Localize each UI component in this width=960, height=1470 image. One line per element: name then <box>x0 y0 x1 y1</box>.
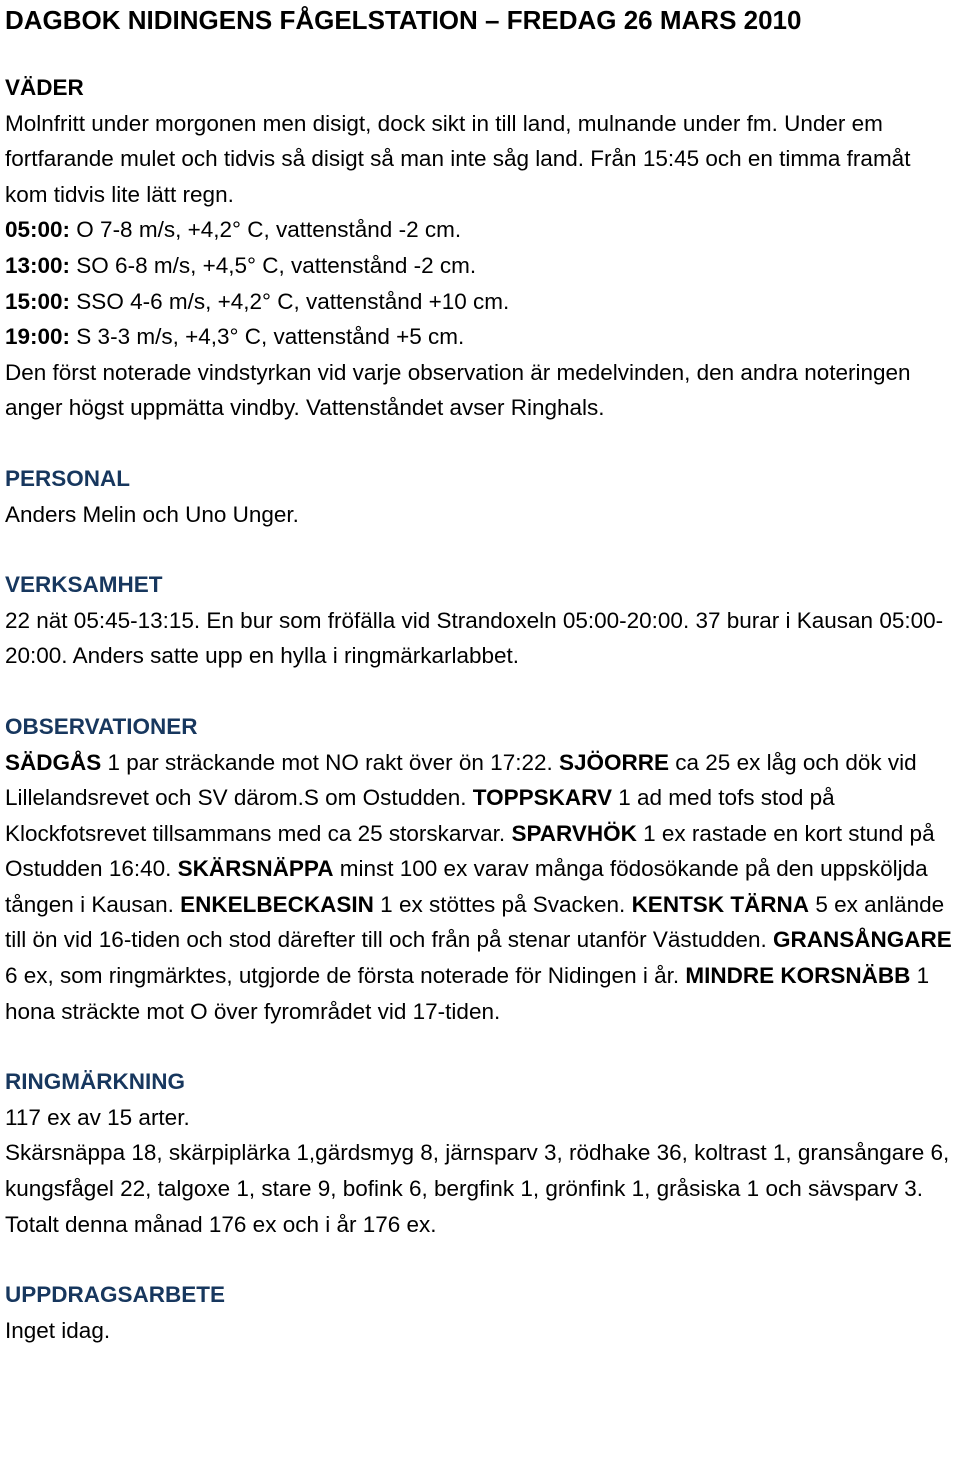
page-title: DAGBOK NIDINGENS FÅGELSTATION – FREDAG 26 MARS 2010 <box>5 5 802 35</box>
species-name: KENTSK TÄRNA <box>631 891 810 917</box>
observation-text: 1 ex rastade en kort stund på Ostudden 16:40. <box>5 820 935 882</box>
ringing-species-list: Skärsnäppa 18, skärpiplärka 1,gärdsmyg 8, järnsparv 3, rödhake 36, koltrast 1, gransångare 6, kungsfågel 22, talgoxe 1, stare 9, bofink 6, bergfink 1, grönfink 1, gråsiska 1 och sävsparv 3. <box>5 1140 950 1202</box>
section-verksamhet <box>5 567 956 674</box>
section-personal <box>5 461 956 532</box>
weather-reading <box>5 212 956 248</box>
reading-time: 05:00: <box>5 217 71 243</box>
observation-text: 5 ex anlände till ön vid 16-tiden och stod därefter till och från på stenar utanför Västudden. <box>5 891 945 953</box>
species-name: SÄDGÅS <box>5 749 102 775</box>
observation-text: 1 hona sträckte mot O över fyrområdet vid 17-tiden. <box>5 963 930 1024</box>
reading-text: SSO 4-6 m/s, +4,2° C, vattenstånd +10 cm. <box>70 288 510 314</box>
reading-time: 15:00: <box>5 288 71 314</box>
species-name: SJÖORRE <box>559 749 670 775</box>
uppdragsarbete-text: Inget idag. <box>5 1317 111 1343</box>
verksamhet-text: 22 nät 05:45-13:15. En bur som fröfälla vid Strandoxeln 05:00-20:00. 37 burar i Kausan 05:00-20:00. Anders satte upp en hylla i ringmärkarlabbet. <box>5 607 944 669</box>
observation-text: minst 100 ex varav många födosökande på den uppsköljda tången i Kausan. <box>5 856 928 917</box>
weather-reading <box>5 248 956 284</box>
section-heading-verksamhet: VERKSAMHET <box>5 572 163 598</box>
species-name: MINDRE KORSNÄBB <box>685 963 911 989</box>
section-heading-ringmarkning: RINGMÄRKNING <box>5 1069 185 1095</box>
reading-text: SO 6-8 m/s, +4,5° C, vattenstånd -2 cm. <box>70 252 477 278</box>
section-heading-personal: PERSONAL <box>5 465 131 491</box>
observation-text: ca 25 ex låg och dök vid Lillelandsrevet och SV därom.S om Ostudden. <box>5 749 917 811</box>
section-uppdragsarbete <box>5 1277 956 1348</box>
observation-text: 1 ad med tofs stod på Klockfotsrevet tillsammans med ca 25 storskarvar. <box>5 785 835 846</box>
observation-text: 6 ex, som ringmärktes, utgjorde de första noterade för Nidingen i år. <box>5 963 686 989</box>
section-ringmarkning <box>5 1064 956 1242</box>
section-heading-uppdragsarbete: UPPDRAGSARBETE <box>5 1282 226 1308</box>
ringing-summary: 117 ex av 15 arter. <box>5 1104 190 1130</box>
section-heading-observationer: OBSERVATIONER <box>5 713 198 739</box>
reading-time: 13:00: <box>5 252 71 278</box>
species-name: TOPPSKARV <box>472 785 612 811</box>
section-observationer <box>5 709 956 1029</box>
section-vader <box>5 70 956 426</box>
observation-paragraph <box>5 745 956 1030</box>
ringing-total: Totalt denna månad 176 ex och i år 176 ex. <box>5 1211 437 1237</box>
species-name: ENKELBECKASIN <box>180 891 374 917</box>
weather-reading <box>5 284 956 320</box>
weather-reading <box>5 319 956 355</box>
reading-text: S 3-3 m/s, +4,3° C, vattenstånd +5 cm. <box>70 324 465 350</box>
observation-text: 1 ex stöttes på Svacken. <box>373 891 632 917</box>
species-name: SPARVHÖK <box>511 820 637 846</box>
species-name: SKÄRSNÄPPA <box>177 856 334 882</box>
weather-intro: Molnfritt under morgonen men disigt, dock sikt in till land, mulnande under fm. Under em fortfarande mulet och tidvis så disigt så man inte såg land. Från 15:45 och en timma framåt kom tidvis lite lätt regn. <box>5 110 911 207</box>
personal-text: Anders Melin och Uno Unger. <box>5 501 299 527</box>
observation-text: 1 par sträckande mot NO rakt över ön 17:22. <box>101 749 559 775</box>
weather-note: Den först noterade vindstyrkan vid varje observation är medelvinden, den andra noteringen anger högst uppmätta vindby. Vattenståndet avser Ringhals. <box>5 359 911 421</box>
section-heading-vader: VÄDER <box>5 75 84 100</box>
weather-readings <box>5 212 956 354</box>
species-name: GRANSÅNGARE <box>772 927 952 953</box>
reading-time: 19:00: <box>5 324 71 350</box>
reading-text: O 7-8 m/s, +4,2° C, vattenstånd -2 cm. <box>70 217 462 243</box>
